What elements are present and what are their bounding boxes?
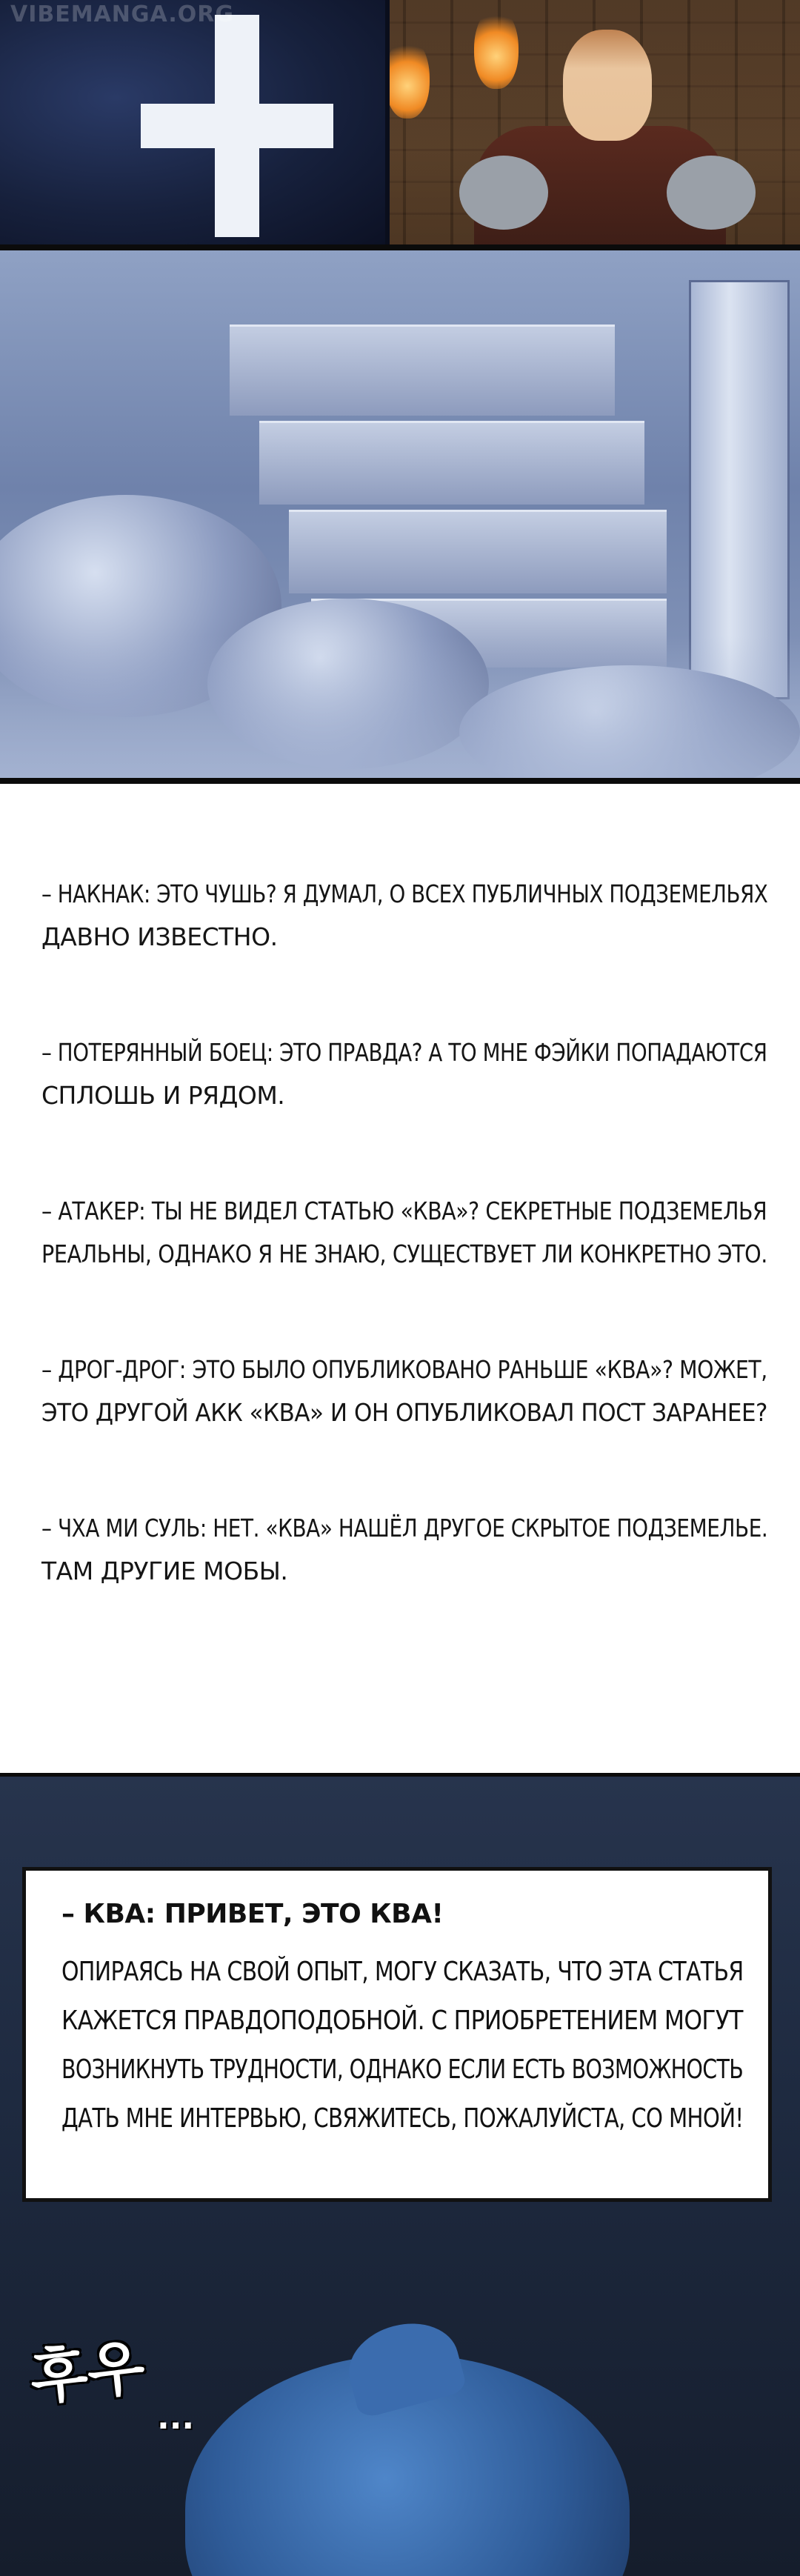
comment-lost-fighter [41,1031,767,1117]
comment-line: – НАКНАК: ЭТО ЧУШЬ? Я ДУМАЛ, О ВСЕХ ПУБЛИЧНЫХ ПОДЗЕМЕЛЬЯХ [41,879,768,908]
man-head [563,30,652,141]
sound-effect-dots: ... [157,2399,195,2437]
comment-drog-drog [41,1348,767,1434]
knight-cross-emblem-horizontal [141,104,333,148]
post-author-line: – КВА: ПРИВЕТ, ЭТО КВА! [61,1899,444,1929]
comment-line: СПЛОШЬ И РЯДОМ. [41,1081,285,1110]
comment-cha-mi-sul [41,1507,767,1593]
sigh-sound-effect: 후우 [27,2332,148,2413]
comment-line: – ДРОГ-ДРОГ: ЭТО БЫЛО ОПУБЛИКОВАНО РАНЬШЕ «КВА»? МОЖЕТ, [41,1355,767,1384]
comment-line: РЕАЛЬНЫ, ОДНАКО Я НЕ ЗНАЮ, СУЩЕСТВУЕТ ЛИ КОНКРЕТНО ЭТО. [41,1239,767,1268]
panel-divider [0,244,800,250]
stair-step [289,510,667,593]
panel-divider [0,778,800,784]
man-pauldron-right [667,156,756,230]
post-line: КАЖЕТСЯ ПРАВДОПОДОБНОЙ. С ПРИОБРЕТЕНИЕМ МОГУТ [61,2006,743,2036]
armored-knight [0,0,390,244]
comment-attacker [41,1190,767,1276]
kva-post-box [22,1867,772,2202]
post-line: ВОЗНИКНУТЬ ТРУДНОСТИ, ОДНАКО ЕСЛИ ЕСТЬ ВОЗМОЖНОСТЬ [61,2054,744,2085]
torch-flame-right [474,7,519,89]
post-line: ДАТЬ МНЕ ИНТЕРВЬЮ, СВЯЖИТЕСЬ, ПОЖАЛУЙСТА, СО МНОЙ! [61,2103,744,2134]
dust-fog [0,636,800,778]
comment-line: ТАМ ДРУГИЕ МОБЫ. [41,1557,288,1585]
stair-step [230,325,615,416]
comment-line: ДАВНО ИЗВЕСТНО. [41,922,278,951]
comment-line: – ЧХА МИ СУЛЬ: НЕТ. «КВА» НАШЁЛ ДРУГОЕ СКРЫТОЕ ПОДЗЕМЕЛЬЕ. [41,1514,768,1542]
comment-naknak [41,873,767,959]
watermark: VIBEMANGA.ORG [10,1,234,27]
comment-line: ЭТО ДРУГОЙ АКК «КВА» И ОН ОПУБЛИКОВАЛ ПОСТ ЗАРАНЕЕ? [41,1398,768,1427]
post-line: ОПИРАЯСЬ НА СВОЙ ОПЫТ, МОГУ СКАЗАТЬ, ЧТО ЭТА СТАТЬЯ [61,1957,744,1987]
comment-line: – АТАКЕР: ТЫ НЕ ВИДЕЛ СТАТЬЮ «КВА»? СЕКРЕТНЫЕ ПОДЗЕМЕЛЬЯ [41,1197,767,1225]
panel-knight-and-man [0,0,800,244]
stair-step [259,421,644,505]
panel-dungeon-stairs [0,250,800,778]
man-pauldron-left [459,156,548,230]
forum-comments [0,784,800,1773]
comment-line: – ПОТЕРЯННЫЙ БОЕЦ: ЭТО ПРАВДА? А ТО МНЕ ФЭЙКИ ПОПАДАЮТСЯ [41,1038,767,1067]
panel-kva-post [0,1777,800,2576]
torch-flame-left [385,37,430,119]
